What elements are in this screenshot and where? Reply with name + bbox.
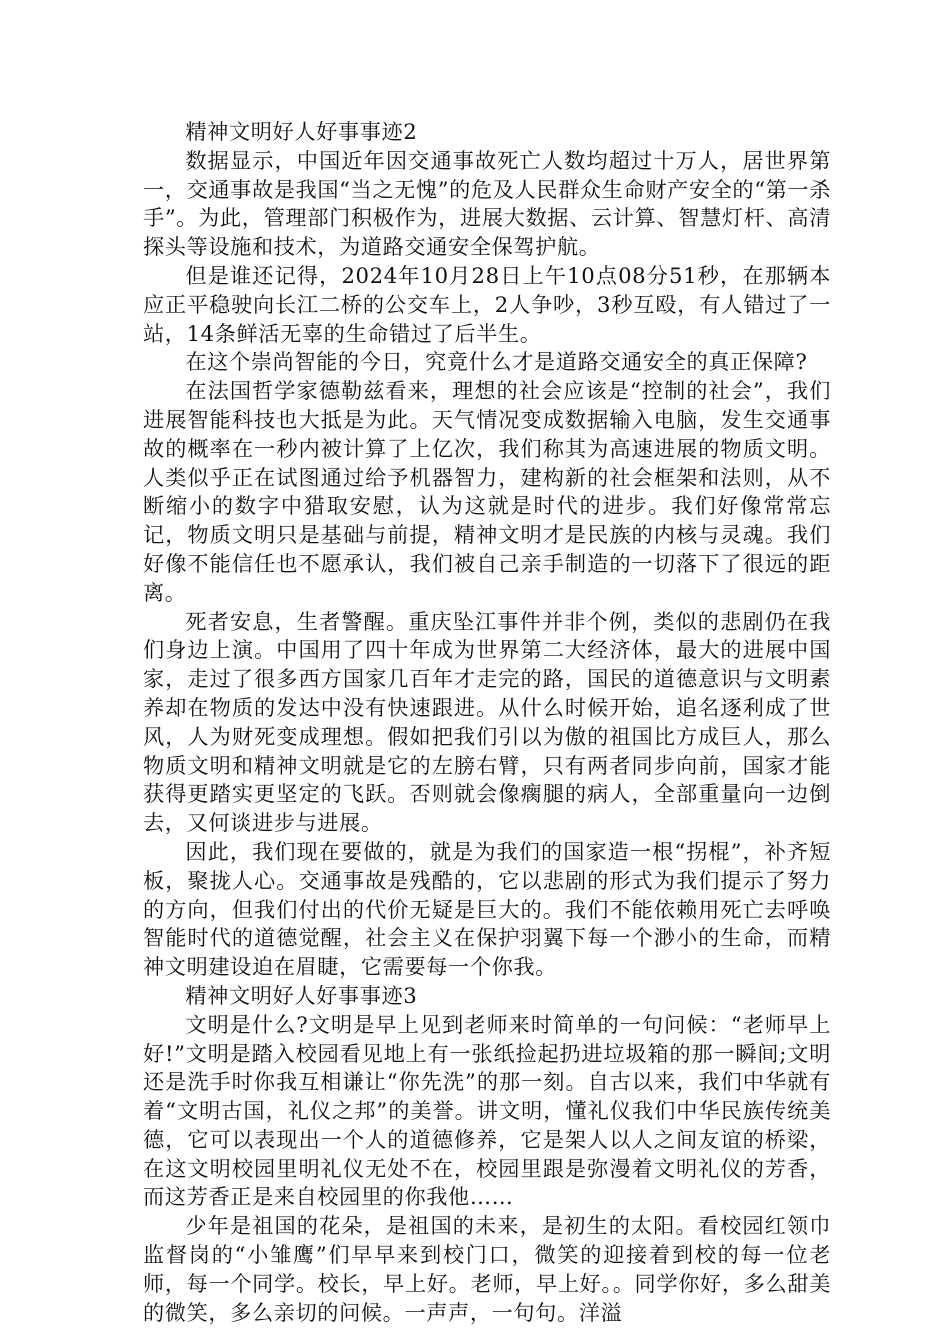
section-heading-2: 精神文明好人好事事迹2 [185,119,418,144]
paragraph: 少年是祖国的花朵，是祖国的未来，是初生的太阳。看校园红领巾监督岗的“小雏鹰”们早早来到校门口，微笑的迎接着到校的每一位老师，每一个同学。校长，早上好。老师，早上好。。同学你好，多么甜美的微笑，多么亲切的问候。一声声，一句句。洋溢 [143,1213,831,1325]
paragraph: 数据显示，中国近年因交通事故死亡人数均超过十万人，居世界第一，交通事故是我国“当之无愧”的危及人民群众生命财产安全的“第一杀手”。为此，管理部门积极作为，进展大数据、云计算、智慧灯杆、高清探头等设施和技术，为道路交通安全保驾护航。 [143,147,831,260]
section-heading-3: 精神文明好人好事事迹3 [185,982,418,1008]
paragraph: 因此，我们现在要做的，就是为我们的国家造一根“拐棍”，补齐短板，聚拢人心。交通事故是残酷的，它以悲剧的形式为我们提示了努力的方向，但我们付出的代价无疑是巨大的。我们不能依赖用死亡去呼唤智能时代的道德觉醒，社会主义在保护羽翼下每一个渺小的生命，而精神文明建设迫在眉睫，它需要每一个你我。 [143,838,831,980]
paragraph: 在法国哲学家德勒兹看来，理想的社会应该是“控制的社会”，我们进展智能科技也大抵是为此。天气情况变成数据输入电脑，发生交通事故的概率在一秒内被计算了上亿次，我们称其为高速进展的物质文明。人类似乎正在试图通过给予机器智力，建构新的社会框架和法则，从不断缩小的数字中猎取安慰，认为这就是时代的进步。我们好像常常忘记，物质文明只是基础与前提，精神文明才是民族的内核与灵魂。我们好像不能信任也不愿承认，我们被自己亲手制造的一切落下了很远的距离。 [143,378,831,605]
paragraph: 死者安息，生者警醒。重庆坠江事件并非个例，类似的悲剧仍在我们身边上演。中国用了四十年成为世界第二大经济体，最大的进展中国家，走过了很多西方国家几百年才走完的路，国民的道德意识与文明素养却在物质的发达中没有快速跟进。从什么时候开始，追名逐利成了世风，人为财死变成理想。假如把我们引以为傲的祖国比方成巨人，那么物质文明和精神文明就是它的左膀右臂，只有两者同步向前，国家才能获得更踏实更坚定的飞跃。否则就会像瘸腿的病人，全部重量向一边倒去，又何谈进步与进展。 [143,608,831,836]
paragraph: 文明是什么?文明是早上见到老师来时简单的一句问候：“老师早上好!”文明是踏入校园看见地上有一张纸捡起扔进垃圾箱的那一瞬间;文明还是洗手时你我互相谦让“你先洗”的那一刻。自古以来，我们中华就有着“文明古国，礼仪之邦”的美誉。讲文明，懂礼仪我们中华民族传统美德，它可以表现出一个人的道德修养，它是架人以人之间友谊的桥梁，在这文明校园里明礼仪无处不在，校园里跟是弥漫着文明礼仪的芳香，而这芳香正是来自校园里的你我他…… [143,1011,831,1210]
document-page [143,118,831,1327]
paragraph: 在这个崇尚智能的今日，究竟什么才是道路交通安全的真正保障? [185,349,808,375]
paragraph: 但是谁还记得，2024年10月28日上午10点08分51秒，在那辆本应正平稳驶向长江二桥的公交车上，2人争吵，3秒互殴，有人错过了一站，14条鲜活无辜的生命错过了后半生。 [143,262,831,346]
